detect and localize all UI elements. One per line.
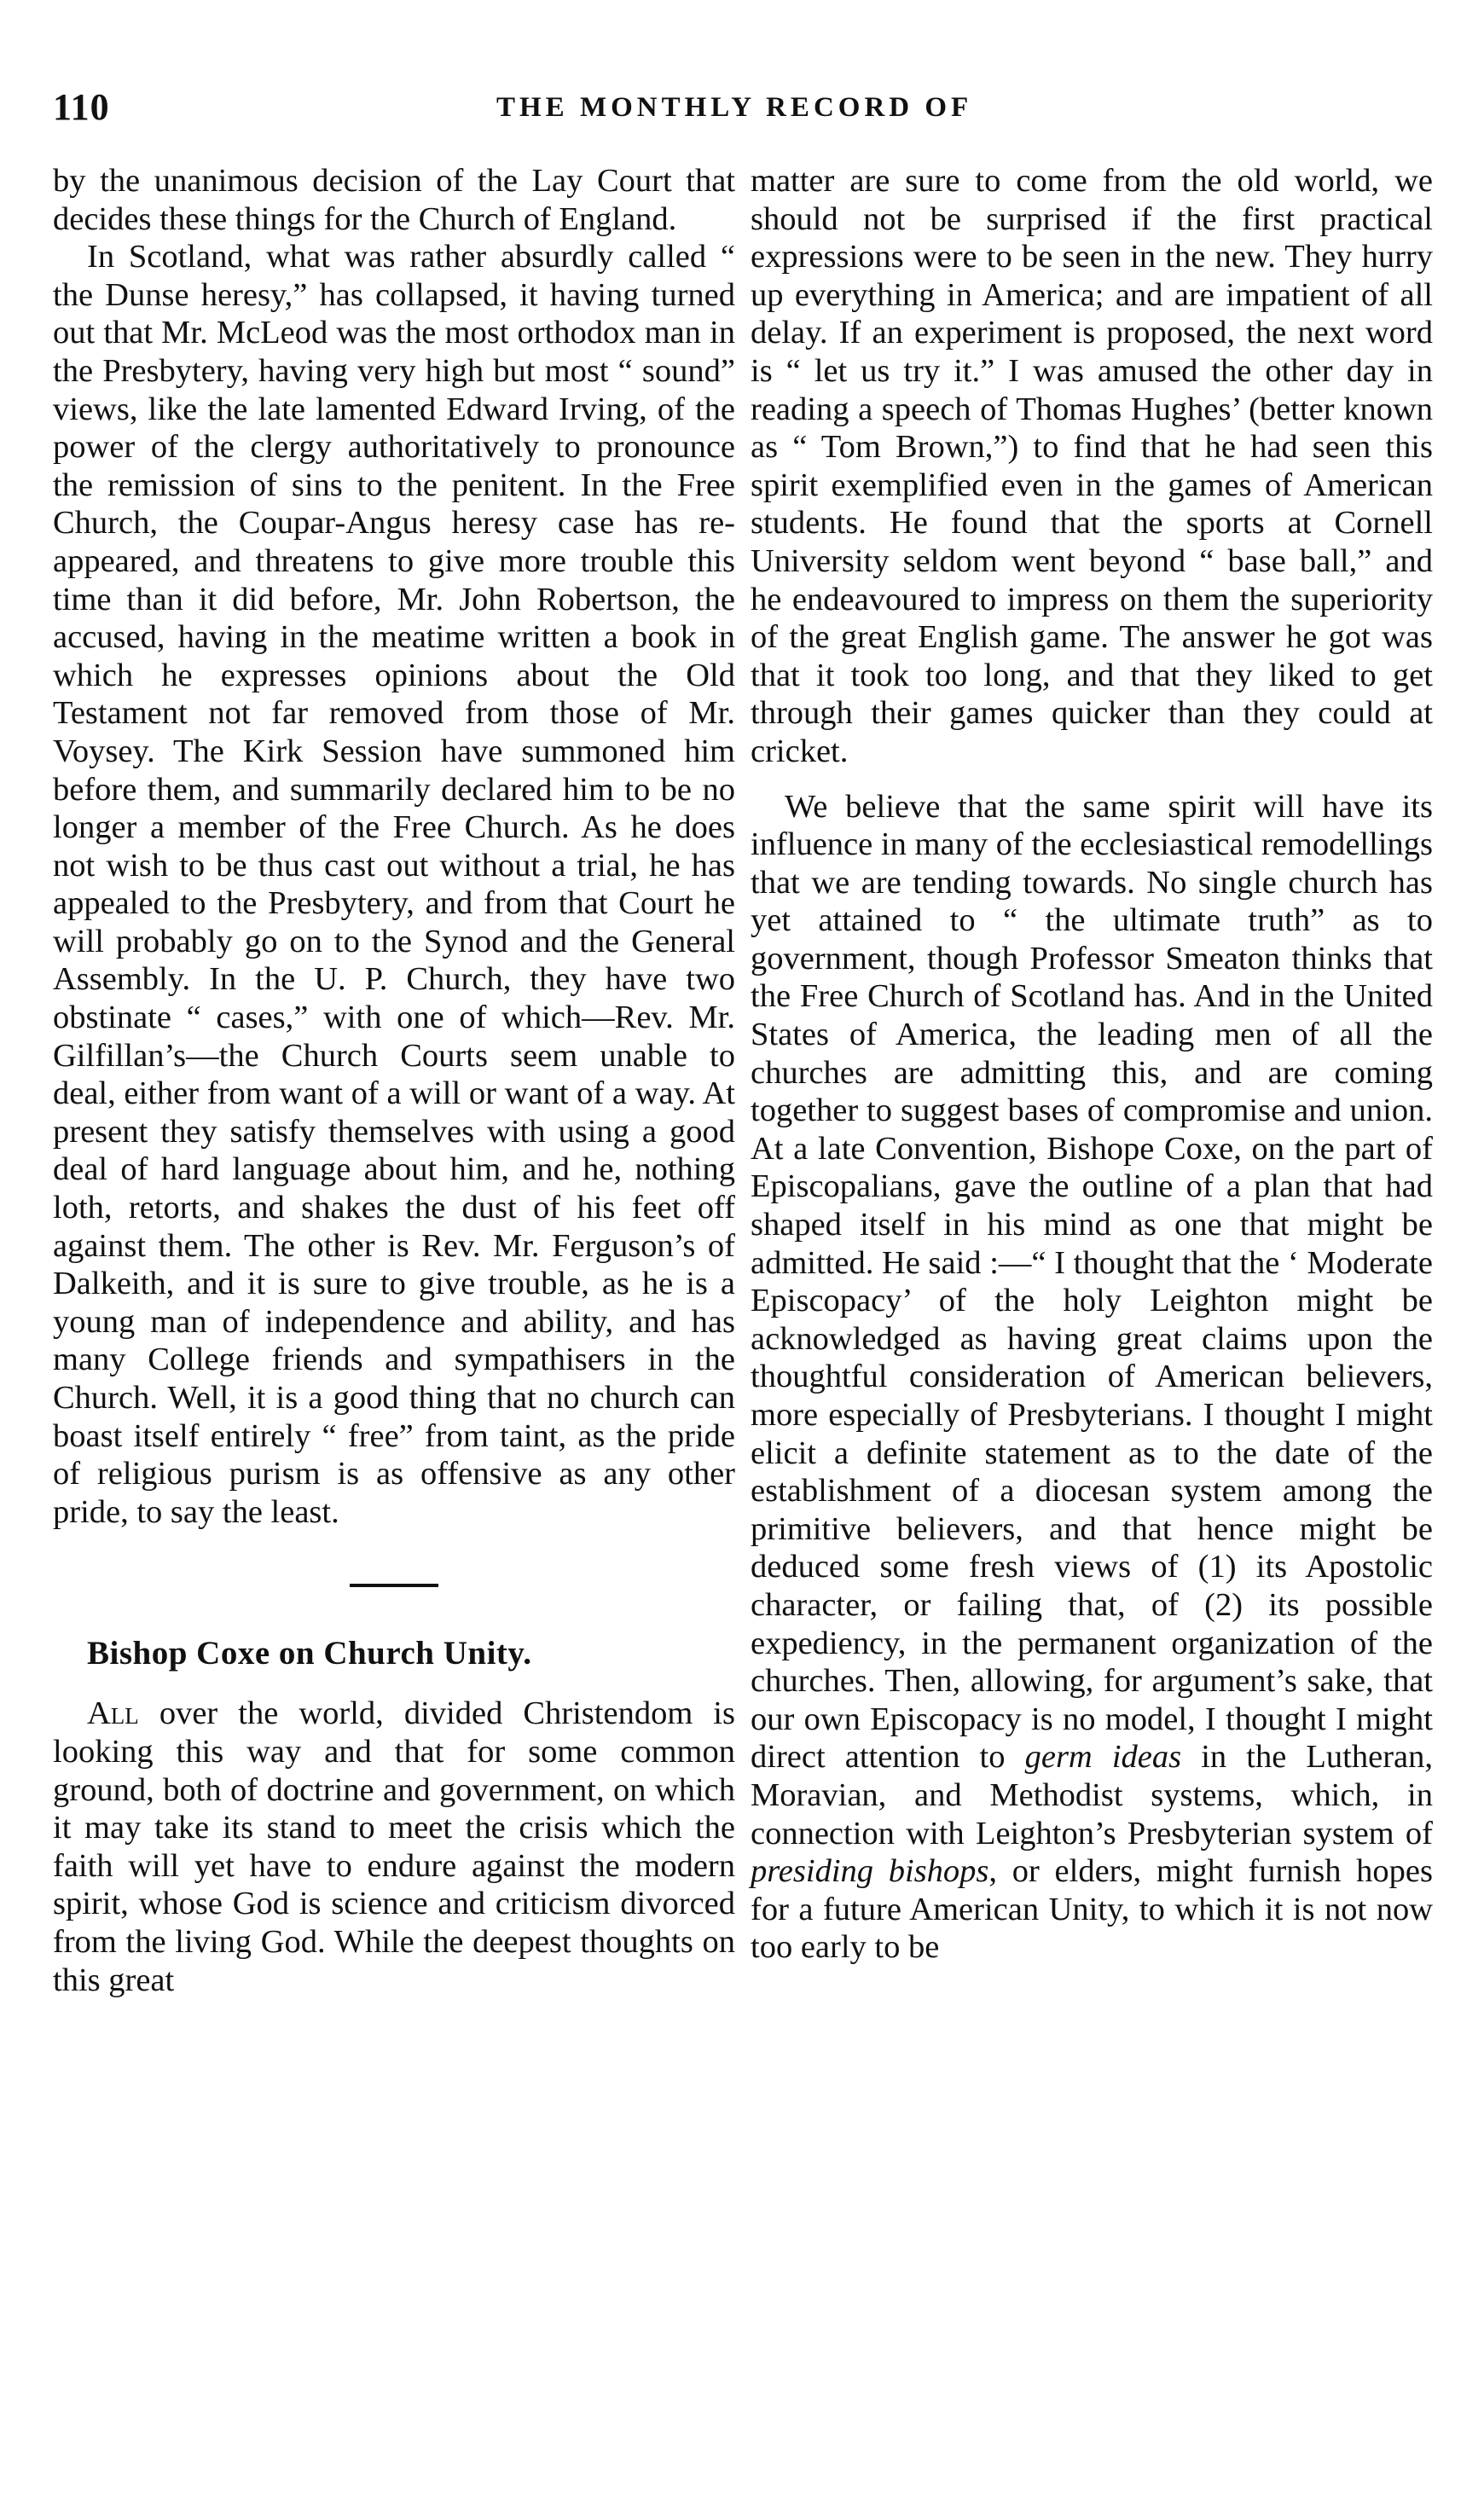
paragraph-section-intro	[53, 1695, 735, 1999]
paragraph-scotland: In Scotland, what was rather absurdly called “ the Dunse heresy,” has collapsed, it having turned out that Mr. McLeod was the most orthodox man in the Presbytery, having very high but most “ sound” views, like the late lamented Edward Irving, of the power of the clergy authoritatively to pronounce the remission of sins to the penitent. In the Free Church, the Coupar-Angus heresy case has re-appeared, and threatens to give more trouble this time than it did before, Mr. John Robertson, the accused, having in the meatime written a book in which he expresses opinions about the Old Testament not far removed from those of Mr. Voysey. The Kirk Session have summoned him before them, and summarily declared him to be no longer a member of the Free Church. As he does not wish to be thus cast out without a trial, he has appealed to the Presbytery, and from that Court he will probably go on to the Synod and the General Assembly. In the U. P. Church, they have two obstinate “ cases,” with one of which—Rev. Mr. Gilfillan’s—the Church Courts seem unable to deal, either from want of a will or want of a way. At present they satisfy themselves with using a good deal of hard language about him, and he, nothing loth, retorts, and shakes the dust of his feet off against them. The other is Rev. Mr. Ferguson’s of Dalkeith, and it is sure to give trouble, as he is a young man of independence and ability, and has many College friends and sympathisers in the Church. Well, it is a good thing that no church can boast itself entirely “ free” from taint, as the pride of religious purism is as offensive as any other pride, to say the least.	[53, 239, 735, 1530]
section-divider	[350, 1584, 438, 1587]
italic-germ-ideas: germ ideas	[1024, 1739, 1182, 1776]
italic-presiding-bishops: presiding bishops	[751, 1853, 989, 1890]
paragraph-section-text: over the world, divided Christendom is looking this way and that for some common ground, both of doctrine and government, on which it may take its stand to meet the crisis which the faith will yet have to endure against the modern spirit, whose God is science and criticism divorced from the living God. While the deepest thoughts on this great	[53, 1695, 735, 1998]
page-number: 110	[53, 86, 110, 128]
paragraph-text-part1: We believe that the same spirit will have its influence in many of the ecclesiastical remodellings that we are tending towards. No single church has yet attained to “ the ultimate truth” as to government, though Professor Smeaton thinks that the Free Church of Scotland has. And in the United States of America, the leading men of all the churches are admitting this, and are coming together to suggest bases of compromise and union. At a late Convention, Bishope Coxe, on the part of Episcopalians, gave the outline of a plan that had shaped itself in his mind as one that might be admitted. He said :—“ I thought that the ‘ Moderate Episcopacy’ of the holy Leighton might be acknowledged as having great claims upon the thoughtful consideration of American believers, more especially of Presbyterians. I thought I might elicit a definite statement as to the date of the establishment of a diocesan system among the primitive believers, and that hence might be deduced some fresh views of (1) its Apostolic character, or failing that, of (2) its possible expediency, in the permanent organization of the churches. Then, allowing, for argument’s sake, that our own Episcopacy is no model, I thought I might direct attention to	[751, 788, 1433, 1776]
running-head: THE MONTHLY RECORD OF	[496, 92, 973, 123]
right-column	[751, 162, 1433, 1967]
left-column	[53, 162, 735, 1999]
paragraph-lead-word: All	[87, 1695, 139, 1732]
section-title: Bishop Coxe on Church Unity.	[87, 1635, 532, 1672]
paragraph-text-part2: in the Lutheran, Moravian, and Methodist systems, which, in connection with Leighton’s Presbyterian system of	[751, 1739, 1433, 1851]
paragraph-ecclesiastical	[751, 788, 1433, 1967]
paragraph-text-part3: , or elders, might furnish hopes for a future American Unity, to which it is not now too early to be	[751, 1853, 1433, 1966]
page-header	[53, 85, 1417, 136]
paragraph-continuation: by the unanimous decision of the Lay Court that decides these things for the Church of England.	[53, 163, 735, 237]
paragraph-america: matter are sure to come from the old world, we should not be surprised if the first practical expressions were to be seen in the new. They hurry up everything in America; and are impatient of all delay. If an experiment is proposed, the next word is “ let us try it.” I was amused the other day in reading a speech of Thomas Hughes’ (better known as “ Tom Brown,”) to find that he had seen this spirit exemplified even in the games of American students. He found that the sports at Cornell University seldom went beyond “ base ball,” and he endeavoured to impress on them the superiority of the great English game. The answer he got was that it took too long, and that they liked to get through their games quicker than they could at cricket.	[751, 163, 1433, 769]
